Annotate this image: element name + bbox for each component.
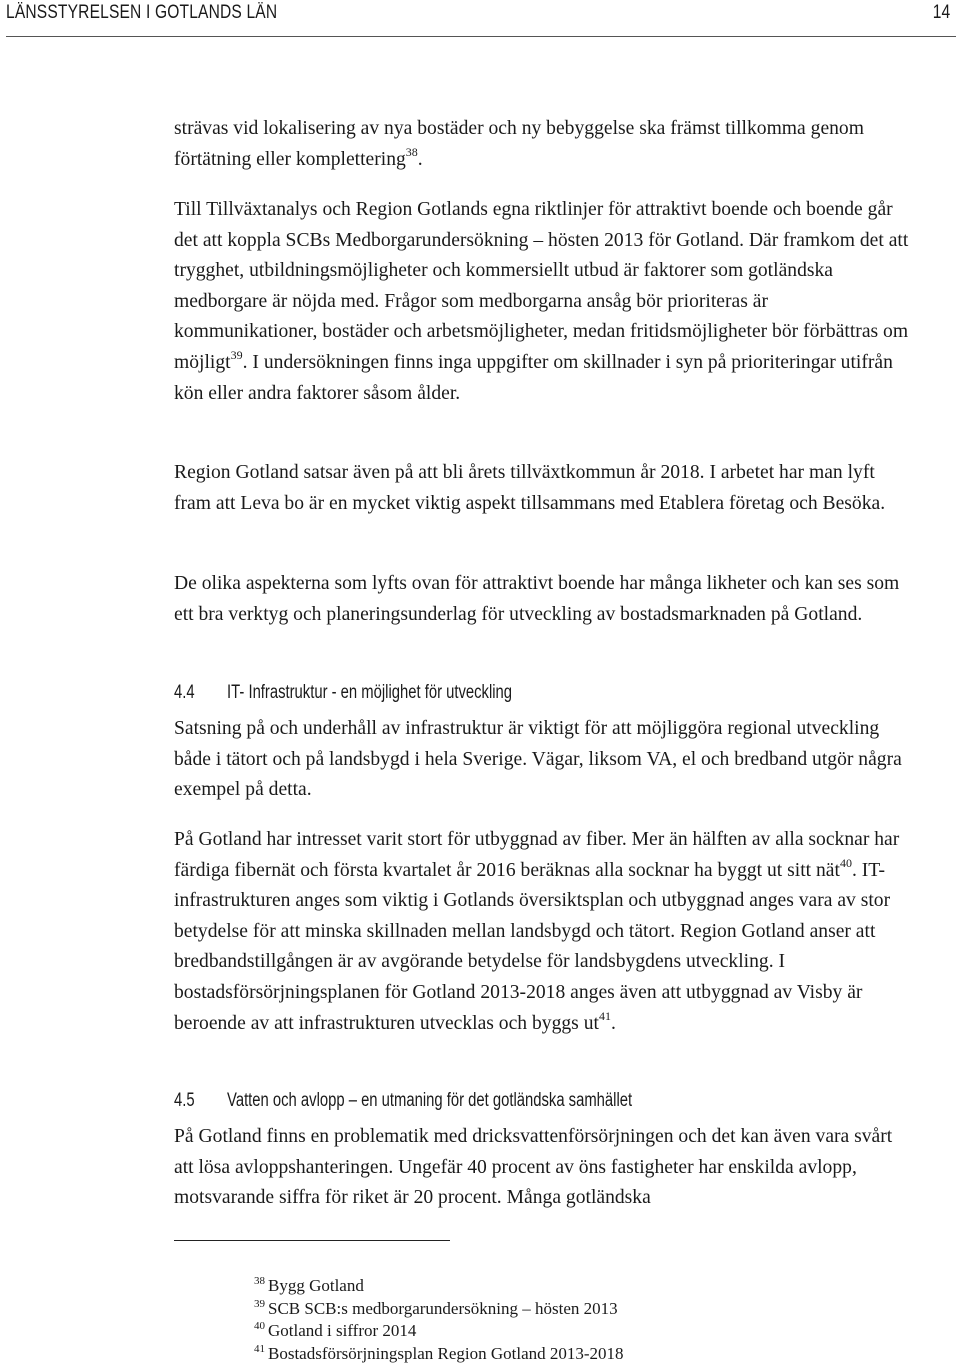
section-heading-4-5	[174, 1090, 753, 1112]
footnote-text: Gotland i siffror 2014	[268, 1321, 417, 1340]
paragraph-7: På Gotland finns en problematik med dricksvattenförsörjningen och det kan även vara svårt att lösa avloppshanteringen. Ungefär 40 procent av öns fastigheter har enskilda avlopp, motsvarande siffra för riket är 20 procent. Många gotländska	[174, 1126, 893, 1209]
section-heading-4-4	[174, 682, 753, 704]
footnote-ref-39: 39	[230, 347, 243, 362]
paragraph-4: De olika aspekterna som lyfts ovan för attraktivt boende har många likheter och kan ses som ett bra verktyg och planeringsunderlag för utveckling av bostadsmarknaden på Gotland.	[174, 573, 900, 625]
paragraph-2-text-a: Till Tillväxtanalys och Region Gotlands egna riktlinjer för attraktivt boende och boende går det att koppla SCBs Medborgarundersökning – hösten 2013 för Gotland. Där framkom det att trygghet, utbildningsmöjligheter och kommersiellt utbud är faktorer som gotländska medborgare är nöjda med. Frågor som medborgarna ansåg bör prioriteras är kommunikationer, bostäder och arbetsmöjligheter, medan fritidsmöjligheter bör förbättras om möjligt	[174, 199, 909, 373]
footnote	[254, 1298, 904, 1321]
footnote-text: SCB SCB:s medborgarundersökning – hösten 2013	[268, 1298, 618, 1318]
organization-name: LÄNSSTYRELSEN I GOTLANDS LÄN	[6, 2, 278, 23]
paragraph-1-text: strävas vid lokalisering av nya bostäder och ny bebyggelse ska främst tillkomma genom förtätning eller komplettering	[174, 118, 864, 170]
paragraph-6	[174, 825, 916, 1039]
footnote-ref-41: 41	[598, 1008, 611, 1023]
section-number: 4.5	[174, 1090, 195, 1111]
paragraph-3: Region Gotland satsar även på att bli årets tillväxtkommun år 2018. I arbetet har man lyft fram att Leva bo är en mycket viktig aspekt tillsammans med Etablera företag och Besöka.	[174, 462, 886, 514]
paragraph-5: Satsning på och underhåll av infrastruktur är viktigt för att möjliggöra regional utveckling både i tätort och på landsbygd i hela Sverige. Vägar, liksom VA, el och bredband utgör några exempel på detta.	[174, 718, 902, 801]
footnote-ref-38: 38	[405, 144, 418, 159]
footnote	[254, 1343, 904, 1366]
footnote-number: 41	[254, 1342, 265, 1355]
section-number: 4.4	[174, 682, 195, 703]
footnote-number: 39	[254, 1297, 265, 1310]
paragraph-6-text-a: På Gotland har intresset varit stort för utbyggnad av fiber. Mer än hälften av alla socknar har färdiga fibernät och första kvartalet år 2016 beräknas alla socknar ha byggt ut sitt nät	[174, 829, 900, 881]
page-header	[6, 0, 956, 37]
section-title: IT- Infrastruktur - en möjlighet för utveckling	[227, 682, 513, 703]
page-number: 14	[932, 2, 950, 23]
footnotes	[254, 1275, 904, 1365]
paragraph-6-text-b: . IT-infrastrukturen anges som viktig i Gotlands översiktsplan och utbyggnad anges vara av stor betydelse för att minska skillnaden mellan landsbygd och tätort. Region Gotland anser att bredbandstillgången är av avgörande betydelse för landsbygdens utveckling. I bostadsförsörjningsplanen för Gotland 2013-2018 anges även att utbyggnad av Visby är beroende av att infrastrukturen utvecklas och byggs ut	[174, 859, 891, 1034]
paragraph-2-text-b: . I undersökningen finns inga uppgifter om skillnader i syn på prioriteringar utifrån kön eller andra faktorer såsom ålder.	[174, 351, 893, 404]
footnote	[254, 1320, 904, 1343]
footnote-number: 40	[254, 1320, 265, 1332]
footnote-number: 38	[254, 1275, 265, 1287]
section-title: Vatten och avlopp – en utmaning för det gotländska samhället	[227, 1090, 633, 1111]
paragraph-1-tail: .	[417, 148, 423, 170]
footnote	[254, 1275, 904, 1298]
footnote-text: Bygg Gotland	[268, 1276, 364, 1295]
paragraph-2	[174, 195, 916, 409]
footnote-divider	[174, 1240, 450, 1241]
paragraph-1	[174, 114, 916, 175]
footnote-text: Bostadsförsörjningsplan Region Gotland 2013-2018	[268, 1343, 624, 1363]
paragraph-6-text-c: .	[610, 1012, 616, 1034]
footnote-ref-40: 40	[839, 855, 852, 870]
